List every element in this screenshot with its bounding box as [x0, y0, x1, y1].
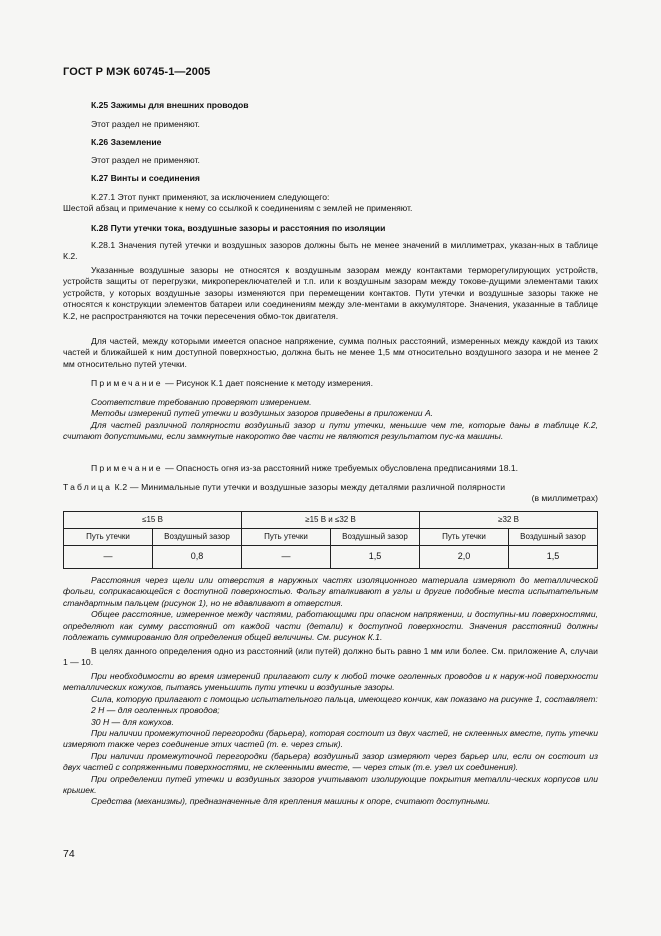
table-group-header: ≥15 В и ≤32 В	[242, 512, 420, 529]
k27-heading: К.27 Винты и соединения	[91, 173, 200, 183]
italic-block-3	[63, 671, 598, 808]
note-1-text: — Рисунок К.1 дает пояснение к методу измерения.	[165, 378, 373, 388]
after-a4: При необходимости во время измерений прилагают силу к любой точке оголенных проводов и к наруж-ной поверхности металлических кожухов, пытаясь уменьшить пути утечки и воздушные зазоры.	[63, 671, 598, 693]
page-number: 74	[63, 848, 75, 860]
k26-heading: К.26 Заземление	[91, 137, 162, 147]
after-a6: 2 Н — для оголенных проводов;	[91, 705, 220, 716]
after-a3: В целях данного определения одно из расстояний (или путей) должно быть равно 1 мм или более. См. приложение А, случаи 1 — 10.	[63, 646, 598, 668]
after-a10: При определении путей утечки и воздушных зазоров учитывают изолирующие покрытия металли-ческих корпусов или крышек.	[63, 773, 598, 796]
note-2-label: Примечание	[91, 463, 163, 473]
k28-p3-wrap	[63, 336, 598, 370]
k27-line2: Шестой абзац и примечание к нему со ссылкой к соединениям с землей не применяют.	[63, 203, 413, 214]
table-subheader: Воздушный зазор	[509, 529, 598, 546]
after-a9: При наличии промежуточной перегородки (барьера) воздушный зазор измеряют через барьер или, если он состоит из двух частей с сопряженными поверхностями, не склеенными вместе, — через стык (т.е. узел их соединения).	[63, 750, 598, 773]
table-caption-label: Таблица	[63, 482, 113, 492]
section-k27	[63, 173, 598, 184]
after-a8: При наличии промежуточной перегородки (барьера), которая состоит из двух частей, не склеенных вместе, путь утечки измеряют также через соединение этих частей (т. е. через стык).	[63, 728, 598, 750]
k25-heading: К.25 Зажимы для внешних проводов	[91, 100, 249, 110]
italic-block-1	[63, 397, 598, 443]
table-cell: 1,5	[509, 546, 598, 569]
after-a5: Сила, которую прилагают с помощью испытательного пальца, имеющего кончик, как показано на рисунке 1, составляет:	[91, 693, 598, 704]
note-1-label: Примечание	[91, 378, 163, 388]
italic-3: Для частей различной полярности воздушный зазор и пути утечки, меньшие чем те, которые даны в таблице К.2, считают допустимыми, если замкнутые накоротко две части не являются результатом пус-ка машины.	[63, 419, 598, 442]
table-subheader: Воздушный зазор	[153, 529, 242, 546]
k25-text: Этот раздел не применяют.	[91, 119, 200, 129]
k28-p3: Для частей, между которыми имеется опасное напряжение, сумма полных расстояний, измеренных между каждой из таких частей и ближайшей к ним доступной поверхностью, должна быть не менее 1,5 мм относительно воздушного зазора и не менее 2 мм относительно путей утечки.	[63, 336, 598, 369]
section-k28	[63, 223, 598, 234]
table-subheader: Путь утечки	[64, 529, 153, 546]
note-2-text: — Опасность огня из-за расстояний ниже требуемых обусловлена предписаниями 18.1.	[165, 463, 519, 473]
table-cell: 1,5	[331, 546, 420, 569]
table-units: (в миллиметрах)	[531, 493, 598, 504]
k28-p1: К.28.1 Значения путей утечки и воздушных зазоров должны быть не менее значений в миллиметрах, указан-ных в таблице К.2.	[63, 240, 598, 262]
note-1	[63, 378, 598, 389]
table-group-header: ≤15 В	[64, 512, 242, 529]
table-cell: 2,0	[420, 546, 509, 569]
table-caption	[63, 482, 598, 505]
k28-p2: Указанные воздушные зазоры не относятся к воздушным зазорам между контактами терморегулирующих устройств, устройств защиты от перегрузки, микропереключателей и т.п. или к воздушным зазорам между токове-дущими элементами таких устройств, у которых воздушные зазоры изменяются при перемещении контактов. Пути утечки и воздушные зазоры также не относятся к конструкции элементов батареи или соединениям между эле-ментами в аккумуляторе. Значения, указанные в таблице К.2, не распространяются на точки пересечения обмо-ток двигателя.	[63, 265, 598, 321]
section-k26	[63, 137, 598, 148]
k28-body-wrap	[63, 240, 598, 263]
italic-block-2	[63, 575, 598, 643]
k28-p2-wrap	[63, 265, 598, 322]
k27-body-wrap	[63, 192, 598, 215]
table-k2-wrap	[63, 511, 598, 569]
table-subheader: Воздушный зазор	[331, 529, 420, 546]
k28-heading: К.28 Пути утечки тока, воздушные зазоры и расстояния по изоляции	[91, 223, 386, 233]
italic-2: Методы измерений путей утечки и воздушных зазоров приведены в приложении А.	[91, 408, 434, 419]
k25-body-wrap	[63, 119, 598, 130]
table-cell: —	[64, 546, 153, 569]
after-a11: Средства (механизмы), предназначенные для крепления машины к опоре, считают доступными.	[91, 796, 491, 807]
table-group-header: ≥32 В	[420, 512, 598, 529]
k26-text: Этот раздел не применяют.	[91, 155, 200, 165]
note-2	[63, 463, 598, 474]
table-cell: —	[242, 546, 331, 569]
italic-1: Соответствие требованию проверяют измерением.	[91, 397, 312, 407]
after-a2: Общее расстояние, измеренное между частями, работающими при опасном напряжении, и доступны-ми поверхностями, определяют как сумму расстояний от каждой части (детали) к доступной поверхности. Значения расстояний должны подлежать суммированию для определения общей величины. См. рисунок К.1.	[63, 609, 598, 643]
regular-a3-wrap	[63, 646, 598, 669]
k27-line1: К.27.1 Этот пункт применяют, за исключением следующего:	[91, 192, 330, 202]
table-subheader: Путь утечки	[242, 529, 331, 546]
table-cell: 0,8	[153, 546, 242, 569]
after-a7: 30 Н — для кожухов.	[91, 716, 174, 727]
table-caption-text: К.2 — Минимальные пути утечки и воздушные зазоры между деталями различной полярности	[114, 482, 506, 492]
table-subheader: Путь утечки	[420, 529, 509, 546]
after-a1: Расстояния через щели или отверстия в наружных частях изоляционного материала измеряют до металлической фольги, соприкасающейся с доступной поверхностью. Фольгу вталкивают в углы и другие подобные места испытательным стандартным пальцем (рисунок 1), но не вдавливают в отверстия.	[63, 575, 598, 608]
section-k25	[63, 100, 598, 111]
table-k2	[63, 511, 598, 569]
document-header: ГОСТ Р МЭК 60745-1—2005	[63, 66, 211, 78]
k26-body-wrap	[63, 155, 598, 166]
